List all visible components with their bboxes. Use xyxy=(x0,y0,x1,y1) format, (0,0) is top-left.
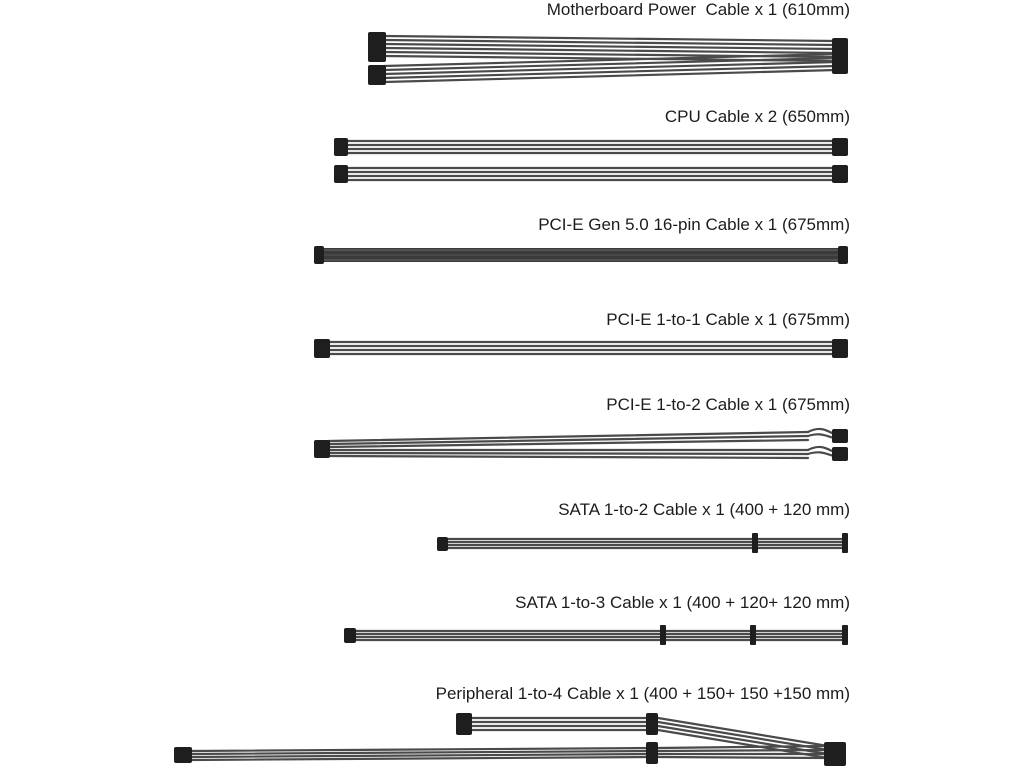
label-pcie-gen5-16pin-cable: PCI-E Gen 5.0 16-pin Cable x 1 (675mm) xyxy=(538,215,850,234)
sata-1-to-2-cable xyxy=(437,533,848,553)
sata3-connector-psu xyxy=(344,628,356,643)
cpu2-connector-left xyxy=(334,165,348,183)
pcie-1-to-2-cable xyxy=(314,429,848,461)
sata3-connector-mid-1 xyxy=(660,625,666,645)
label-peripheral-1-to-4-cable: Peripheral 1-to-4 Cable x 1 (400 + 150+ 150 +150 mm) xyxy=(435,684,850,703)
molex-connector-2 xyxy=(646,713,658,735)
mb-connector-right xyxy=(832,38,848,74)
molex-connector-1 xyxy=(456,713,472,735)
pcie12-connector-right-a xyxy=(832,429,848,443)
periph-connector-psu xyxy=(174,747,192,763)
mb-connector-left-lower xyxy=(368,65,386,85)
cpu-cable-2 xyxy=(334,165,848,183)
molex-connector-3 xyxy=(646,742,658,764)
pcie11-connector-left xyxy=(314,339,330,358)
cpu1-connector-left xyxy=(334,138,348,156)
sata2-connector-mid xyxy=(752,533,758,553)
pcie-gen5-16pin-cable xyxy=(314,246,848,264)
label-sata-1-to-3-cable: SATA 1-to-3 Cable x 1 (400 + 120+ 120 mm) xyxy=(515,593,850,612)
molex-connector-4 xyxy=(824,742,846,766)
pcie12-connector-right-b xyxy=(832,447,848,461)
pcie16-connector-right xyxy=(838,246,848,264)
mb-connector-left-upper xyxy=(368,32,386,62)
pcie12-connector-left xyxy=(314,440,330,458)
sata2-connector-end xyxy=(842,533,848,553)
peripheral-1-to-4-cable xyxy=(174,713,846,766)
cpu1-connector-right xyxy=(832,138,848,156)
pcie11-connector-right xyxy=(832,339,848,358)
label-cpu-cable: CPU Cable x 2 (650mm) xyxy=(664,107,850,126)
sata-1-to-3-cable xyxy=(344,625,848,645)
label-pcie-1-to-1-cable: PCI-E 1-to-1 Cable x 1 (675mm) xyxy=(606,310,850,329)
sata3-connector-end xyxy=(842,625,848,645)
label-sata-1-to-2-cable: SATA 1-to-2 Cable x 1 (400 + 120 mm) xyxy=(558,500,850,519)
pcie-1-to-1-cable xyxy=(314,339,848,358)
sata3-connector-mid-2 xyxy=(750,625,756,645)
cpu2-connector-right xyxy=(832,165,848,183)
motherboard-power-cable xyxy=(368,32,848,85)
label-motherboard-power-cable: Motherboard Power Cable x 1 (610mm) xyxy=(546,0,850,19)
pcie16-connector-left xyxy=(314,246,324,264)
sata2-connector-psu xyxy=(437,537,448,551)
label-pcie-1-to-2-cable: PCI-E 1-to-2 Cable x 1 (675mm) xyxy=(606,395,850,414)
cpu-cable-1 xyxy=(334,138,848,156)
motherboard-bundle-upper xyxy=(384,36,836,61)
